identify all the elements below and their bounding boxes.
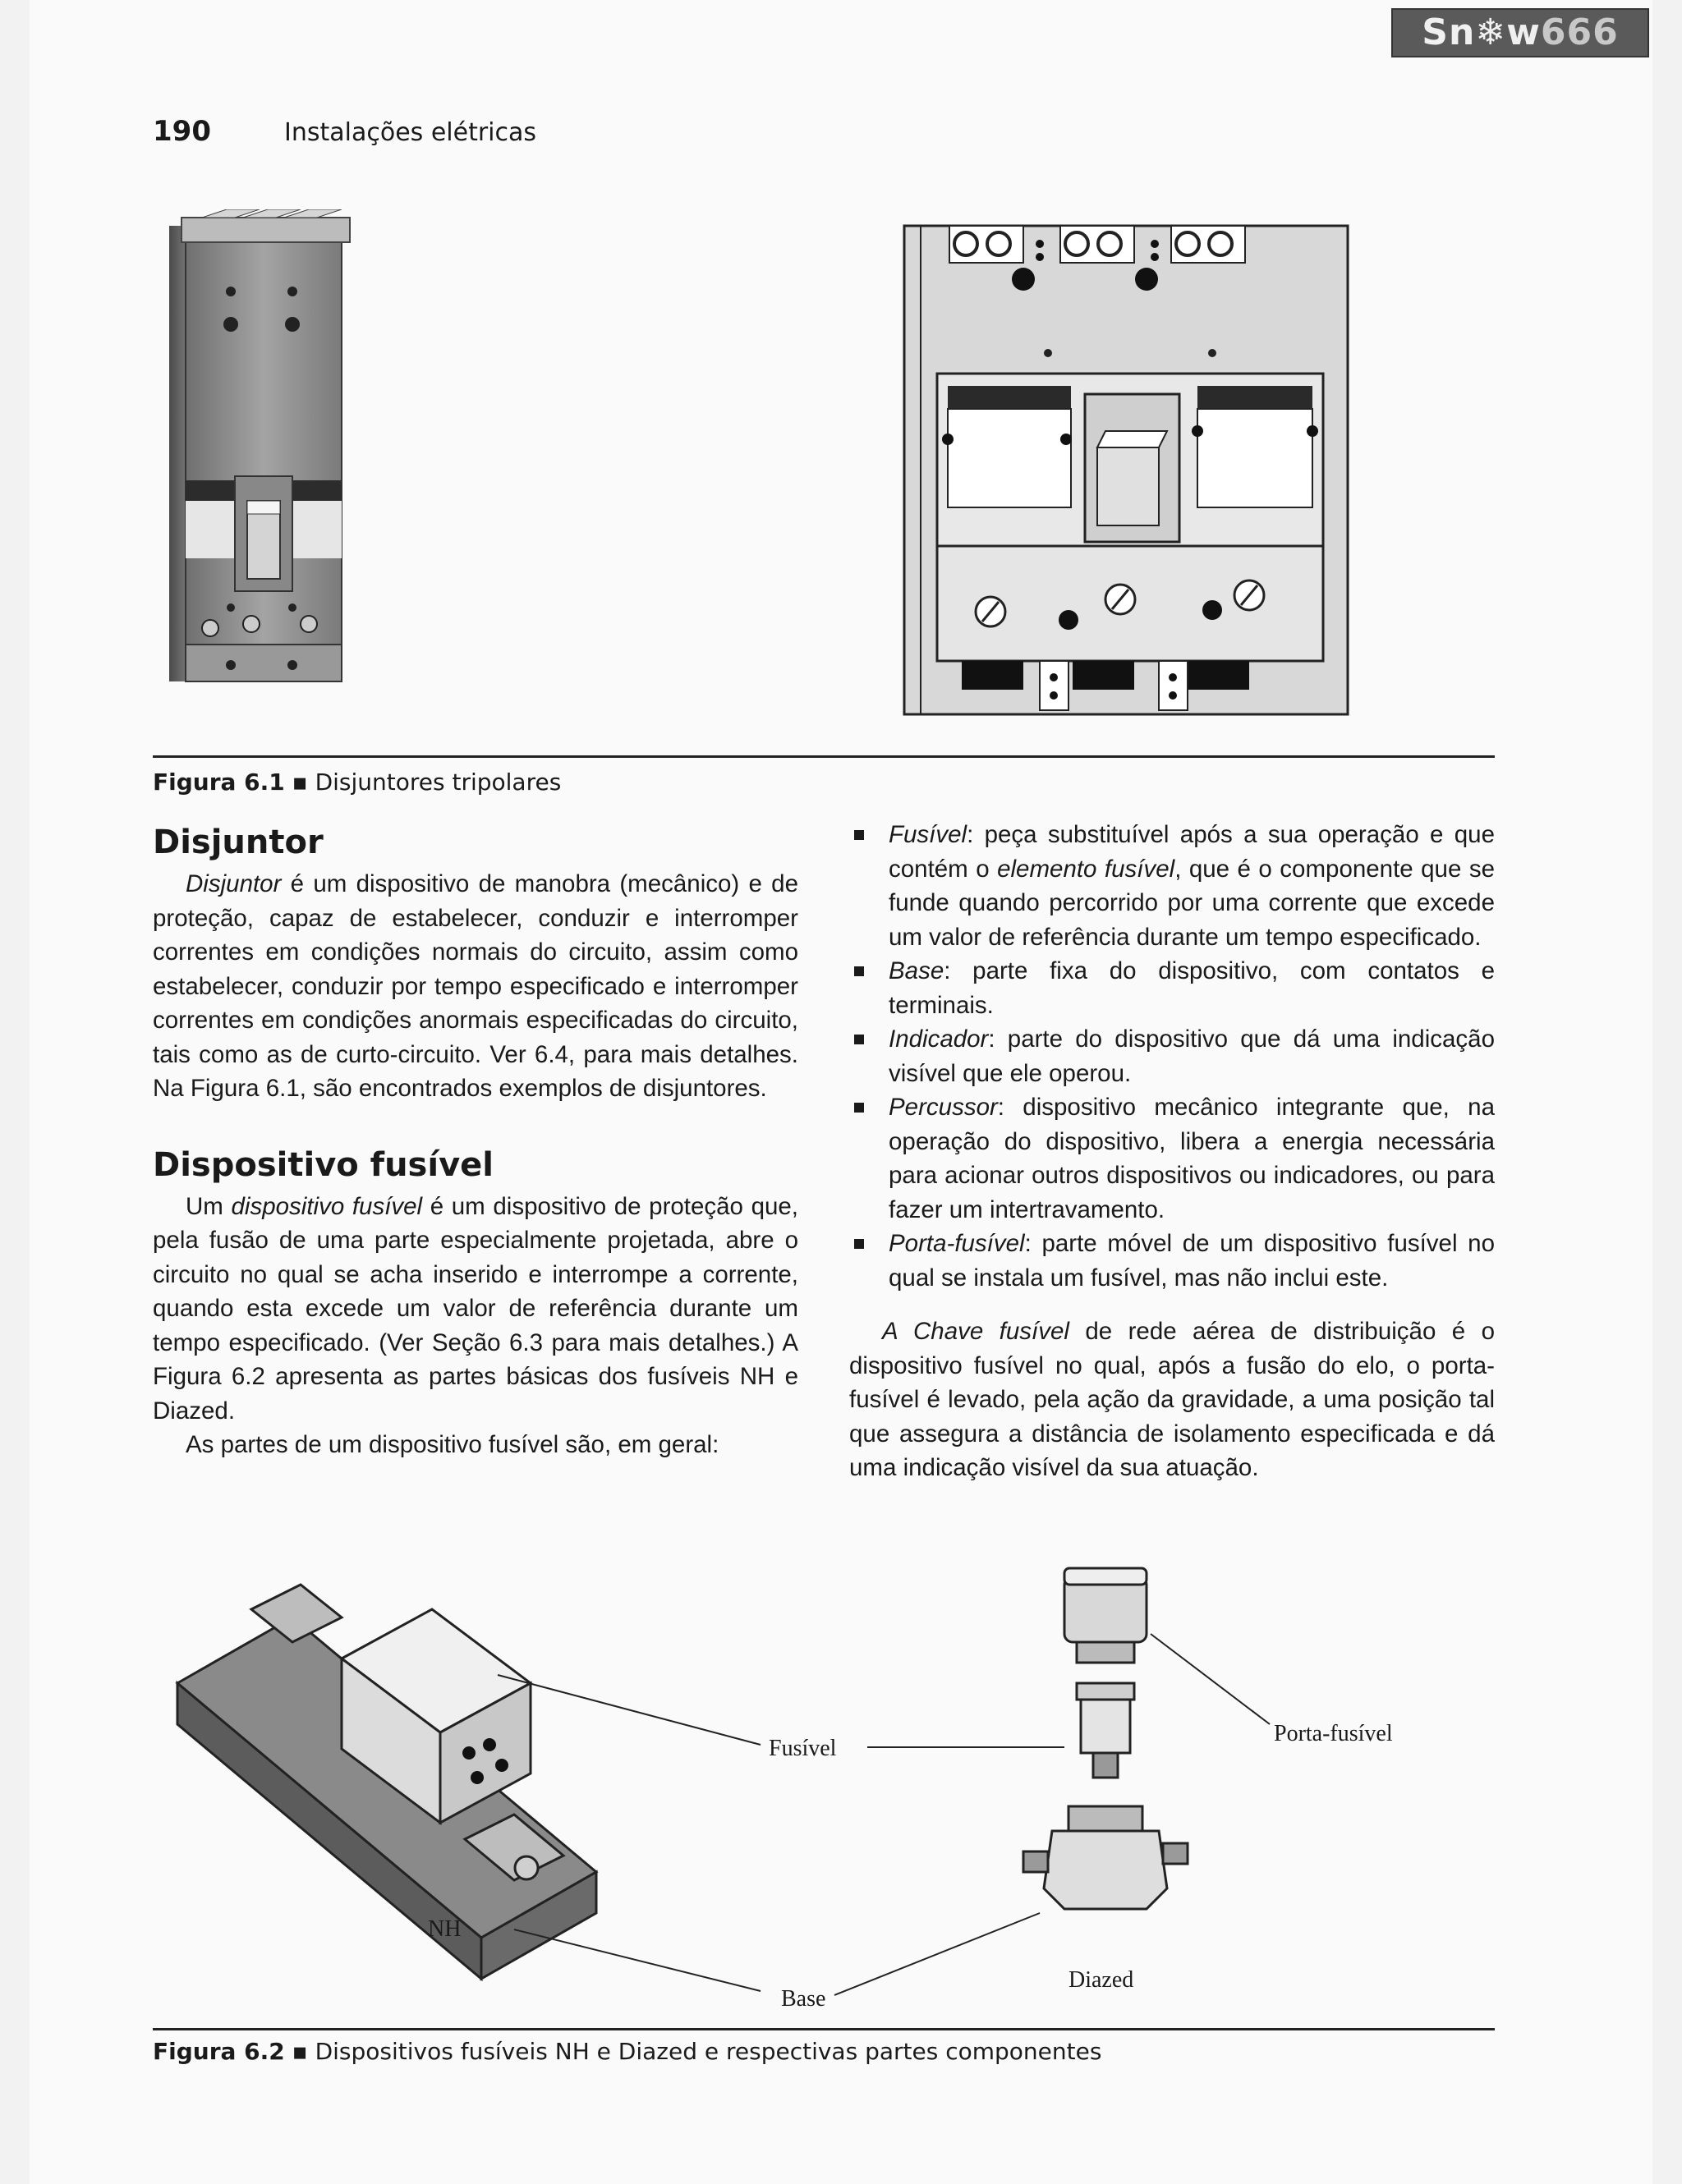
paragraph-chave-fusivel: A Chave fusível de rede aérea de distribuição é o dispositivo fusível no qual, após a fusão do elo, o porta-fusível é levado, pela ação da gravidade, a uma posição tal que assegura a distância de isolamento especificada e dá uma indicação visível da sua atuação. [849,1318,1495,1481]
list-item: Percussor: dispositivo mecânico integrante que, na operação do dispositivo, libera a energia necessária para acionar outros dispositivos ou indicadores, ou para fazer um intertravamento. [849,1090,1495,1227]
snowflake-icon: ❄ [1475,11,1507,53]
circuit-breakers-illustration [153,209,1495,759]
running-title: Instalações elétricas [284,118,537,147]
paragraph-partes: As partes de um dispositivo fusível são, em geral: [186,1431,719,1458]
breaker-left [169,209,350,681]
figure-6-1-caption: Figura 6.1 ▪ Disjuntores tripolares [153,769,562,796]
figure-6-2-caption: Figura 6.2 ▪ Dispositivos fusíveis NH e Diazed e respectivas partes componentes [153,2038,1102,2065]
watermark-logo: Sn❄w666 [1391,8,1649,57]
paragraph-fusivel: Um dispositivo fusível é um dispositivo de proteção que, pela fusão de uma parte especialmente projetada, abre o circuito no qual se acha inserido e interrompe a corrente, quando esta excede um valor de referência durante um tempo especificado. (Ver Seção 6.3 para mais detalhes.) A Figura 6.2 apresenta as partes básicas dos fusíveis NH e Diazed. [153,1192,798,1425]
label-nh: NH [428,1916,462,1942]
nh-fuse-drawing [177,1585,596,1979]
left-column [153,818,798,1462]
heading-disjuntor: Disjuntor [153,824,324,861]
figure-rule [153,755,1495,758]
label-porta-fusivel: Porta-fusível [1274,1721,1393,1746]
figure-6-1 [153,209,1495,759]
list-item: Fusível: peça substituível após a sua operação e que contém o elemento fusível, que é o componente que se funde quando percorrido por uma corrente que excede um valor de referência durante um tempo especificado. [849,818,1495,954]
paragraph-disjuntor: Disjuntor é um dispositivo de manobra (mecânico) e de proteção, capaz de estabelecer, conduzir e interromper correntes em condições normais do circuito, assim como estabelecer, conduzir por tempo especificado e interromper correntes em condições anormais especificadas do circuito, tais como as de curto-circuito. Ver 6.4, para mais detalhes. Na Figura 6.1, são encontrados exemplos de disjuntores. [153,870,798,1102]
label-diazed: Diazed [1068,1967,1134,1993]
figure-rule [153,2028,1495,2030]
figure-6-2 [153,1560,1495,2028]
list-item: Base: parte fixa do dispositivo, com contatos e terminais. [849,954,1495,1022]
fuse-devices-illustration [153,1560,1495,2028]
list-item: Indicador: parte do dispositivo que dá uma indicação visível que ele operou. [849,1022,1495,1090]
right-column [849,818,1495,1485]
breaker-right [904,226,1348,714]
label-fusivel: Fusível [769,1736,837,1761]
heading-dispositivo-fusivel: Dispositivo fusível [153,1145,494,1184]
label-base: Base [781,1986,826,2012]
diazed-fuse-drawing [1023,1568,1188,1909]
list-item: Porta-fusível: parte móvel de um dispositivo fusível no qual se instala um fusível, mas não inclui este. [849,1227,1495,1295]
parts-list [849,818,1495,1295]
page-number: 190 [153,115,211,148]
